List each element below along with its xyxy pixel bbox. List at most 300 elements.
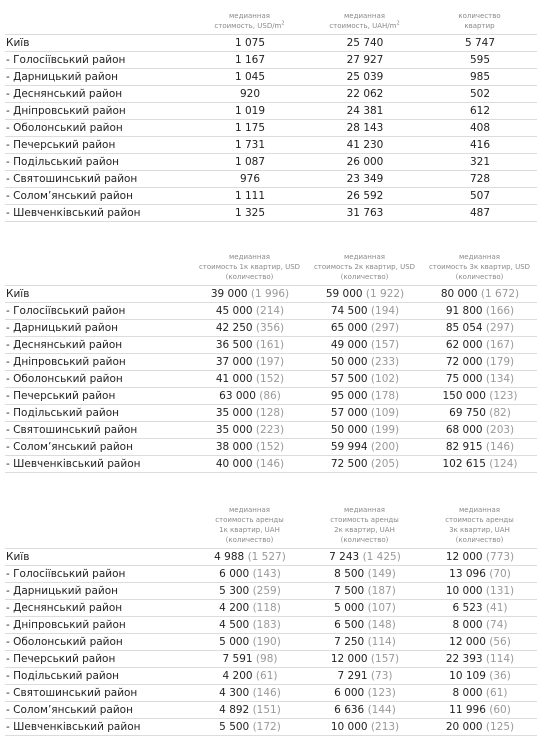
- table-row: [5, 421, 537, 438]
- value-cell: [307, 565, 422, 582]
- value: 39 000: [210, 287, 248, 300]
- value: 7 250: [334, 635, 365, 648]
- header-blank: [5, 244, 192, 285]
- value: 38 000: [215, 440, 253, 453]
- value-cell: [422, 319, 537, 336]
- count: (200): [370, 440, 400, 453]
- value-cell: [307, 85, 422, 102]
- value: 5 747: [464, 36, 496, 49]
- value-cell: [192, 370, 307, 387]
- value-cell: [307, 34, 422, 51]
- district-name: - Святошинський район: [5, 170, 192, 187]
- value: 75 000: [445, 372, 483, 385]
- value: 35 000: [215, 423, 253, 436]
- value: 42 250: [215, 321, 253, 334]
- value-cell: [192, 650, 307, 667]
- value: 10 109: [449, 669, 486, 682]
- value-cell: [422, 119, 537, 136]
- value-cell: [422, 599, 537, 616]
- value-cell: [192, 404, 307, 421]
- value-cell: [422, 85, 537, 102]
- value: 502: [469, 87, 491, 100]
- header-row: [5, 496, 537, 548]
- value: 612: [469, 104, 491, 117]
- count: (148): [367, 618, 396, 631]
- value-cell: [307, 421, 422, 438]
- value-cell: [422, 565, 537, 582]
- value-cell: [307, 633, 422, 650]
- value-cell: [422, 387, 537, 404]
- count: (178): [370, 389, 400, 402]
- value-cell: [192, 85, 307, 102]
- value: 487: [469, 206, 491, 219]
- count: (161): [255, 338, 285, 351]
- value-cell: [307, 136, 422, 153]
- value-cell: [422, 616, 537, 633]
- value-cell: [192, 455, 307, 472]
- table-row: [5, 170, 537, 187]
- value: 40 000: [215, 457, 253, 470]
- count: (143): [252, 567, 281, 580]
- district-name: - Печерський район: [5, 136, 192, 153]
- count: (213): [370, 720, 400, 733]
- table-row: [5, 187, 537, 204]
- value: 36 500: [215, 338, 253, 351]
- count: (74): [485, 618, 508, 631]
- value-cell: [307, 650, 422, 667]
- district-name: - Дарницький район: [5, 68, 192, 85]
- value-cell: [192, 285, 307, 302]
- count: (773): [485, 550, 515, 563]
- value: 1 731: [234, 138, 266, 151]
- count: (1 922): [365, 287, 405, 300]
- district-name: - Печерський район: [5, 650, 192, 667]
- header-row: [5, 244, 537, 285]
- count: (233): [370, 355, 400, 368]
- value-cell: [307, 667, 422, 684]
- value: 5 000: [219, 635, 250, 648]
- district-name: - Дніпровський район: [5, 353, 192, 370]
- count: (166): [485, 304, 515, 317]
- table-row: [5, 336, 537, 353]
- value: 976: [239, 172, 261, 185]
- value: 63 000: [219, 389, 256, 402]
- value-cell: [192, 204, 307, 221]
- count: (86): [259, 389, 281, 402]
- value-cell: [307, 599, 422, 616]
- value-cell: [192, 718, 307, 735]
- count: (146): [255, 457, 285, 470]
- column-header: медианная стоимость аренды 2к квартир, UAH (количество): [330, 505, 399, 544]
- count: (187): [367, 584, 396, 597]
- value: 13 096: [449, 567, 486, 580]
- district-name: - Оболонський район: [5, 119, 192, 136]
- table-row: [5, 455, 537, 472]
- count: (60): [489, 703, 511, 716]
- district-name: - Голосіївський район: [5, 51, 192, 68]
- value: 507: [469, 189, 491, 202]
- table-row: [5, 404, 537, 421]
- count: (109): [370, 406, 400, 419]
- table-row: [5, 718, 537, 735]
- value: 595: [469, 53, 491, 66]
- value-cell: [192, 582, 307, 599]
- value: 6 000: [334, 686, 365, 699]
- value: 4 300: [219, 686, 250, 699]
- count: (297): [370, 321, 400, 334]
- value-cell: [307, 102, 422, 119]
- value-cell: [422, 684, 537, 701]
- header-blank: [5, 0, 192, 34]
- count: (1 672): [480, 287, 520, 300]
- count: (183): [252, 618, 281, 631]
- value: 1 019: [234, 104, 266, 117]
- count: (36): [489, 669, 511, 682]
- value: 4 500: [219, 618, 250, 631]
- value: 5 000: [334, 601, 365, 614]
- header-row: [5, 0, 537, 34]
- value-cell: [422, 187, 537, 204]
- value: 12 000: [449, 635, 486, 648]
- value: 50 000: [330, 355, 368, 368]
- value-cell: [307, 204, 422, 221]
- value-cell: [307, 285, 422, 302]
- table-row: [5, 548, 537, 565]
- district-name: - Голосіївський район: [5, 565, 192, 582]
- value: 26 592: [346, 189, 384, 202]
- table-row: [5, 616, 537, 633]
- price-per-sqm-table: [5, 0, 537, 222]
- table-row: [5, 438, 537, 455]
- value-cell: [192, 102, 307, 119]
- value-cell: [422, 718, 537, 735]
- value-cell: [422, 421, 537, 438]
- value-cell: [192, 599, 307, 616]
- value-cell: [307, 119, 422, 136]
- value: 45 000: [215, 304, 253, 317]
- value-cell: [422, 548, 537, 565]
- district-name: - Дніпровський район: [5, 102, 192, 119]
- value: 72 500: [330, 457, 368, 470]
- count: (124): [489, 457, 518, 470]
- value-cell: [192, 387, 307, 404]
- table-row: [5, 701, 537, 718]
- table-row: [5, 85, 537, 102]
- value-cell: [192, 336, 307, 353]
- value: 27 927: [346, 53, 384, 66]
- value: 7 243: [329, 550, 360, 563]
- value-cell: [422, 650, 537, 667]
- district-name: - Подільський район: [5, 153, 192, 170]
- count: (70): [489, 567, 511, 580]
- column-header: медианная стоимость аренды 1к квартир, UAH (количество): [215, 505, 284, 544]
- value: 6 523: [452, 601, 483, 614]
- value: 57 000: [330, 406, 368, 419]
- district-name: - Святошинський район: [5, 421, 192, 438]
- district-name: - Подільський район: [5, 404, 192, 421]
- value: 8 000: [452, 618, 483, 631]
- count: (102): [370, 372, 400, 385]
- district-name: Київ: [5, 548, 192, 565]
- value: 11 996: [449, 703, 486, 716]
- table-row: [5, 582, 537, 599]
- value-cell: [192, 153, 307, 170]
- table-row: [5, 285, 537, 302]
- column-header: медианная стоимость 2к квартир, USD (количество): [313, 252, 416, 281]
- value-cell: [422, 701, 537, 718]
- district-name: - Деснянський район: [5, 85, 192, 102]
- table-row: [5, 51, 537, 68]
- count: (61): [485, 686, 508, 699]
- value-cell: [422, 285, 537, 302]
- value-cell: [422, 34, 537, 51]
- value-cell: [192, 633, 307, 650]
- value-cell: [422, 153, 537, 170]
- value-cell: [307, 718, 422, 735]
- value: 5 500: [219, 720, 250, 733]
- value-cell: [307, 404, 422, 421]
- count: (214): [255, 304, 285, 317]
- count: (197): [255, 355, 285, 368]
- count: (205): [370, 457, 400, 470]
- value: 95 000: [330, 389, 368, 402]
- value-cell: [307, 370, 422, 387]
- value: 102 615: [442, 457, 486, 470]
- district-name: - Шевченківський район: [5, 204, 192, 221]
- district-name: - Оболонський район: [5, 633, 192, 650]
- district-name: - Деснянський район: [5, 336, 192, 353]
- value: 1 175: [234, 121, 266, 134]
- value-cell: [307, 68, 422, 85]
- value-cell: [192, 34, 307, 51]
- value: 28 143: [346, 121, 384, 134]
- count: (179): [485, 355, 515, 368]
- value-cell: [307, 684, 422, 701]
- table-row: [5, 684, 537, 701]
- district-name: Київ: [5, 285, 192, 302]
- count: (123): [367, 686, 396, 699]
- value-cell: [422, 102, 537, 119]
- count: (356): [255, 321, 285, 334]
- value: 408: [469, 121, 491, 134]
- value: 5 300: [219, 584, 250, 597]
- district-name: - Дніпровський район: [5, 616, 192, 633]
- table-row: [5, 102, 537, 119]
- count: (203): [485, 423, 515, 436]
- district-name: - Шевченківський район: [5, 718, 192, 735]
- count: (107): [367, 601, 396, 614]
- count: (134): [485, 372, 515, 385]
- value: 7 500: [334, 584, 365, 597]
- value-cell: [422, 336, 537, 353]
- table-row: [5, 387, 537, 404]
- value-cell: [192, 616, 307, 633]
- count: (149): [367, 567, 396, 580]
- value-cell: [307, 616, 422, 633]
- table-row: [5, 667, 537, 684]
- value-cell: [192, 136, 307, 153]
- count: (131): [485, 584, 515, 597]
- value-cell: [422, 667, 537, 684]
- value: 150 000: [442, 389, 486, 402]
- table-row: [5, 34, 537, 51]
- value-cell: [192, 119, 307, 136]
- value-cell: [422, 204, 537, 221]
- count: (114): [485, 652, 515, 665]
- value-cell: [192, 667, 307, 684]
- value: 985: [469, 70, 491, 83]
- value: 49 000: [330, 338, 368, 351]
- value: 4 200: [219, 601, 250, 614]
- value: 8 500: [334, 567, 365, 580]
- value-cell: [422, 438, 537, 455]
- value: 321: [469, 155, 491, 168]
- value-cell: [422, 68, 537, 85]
- value-cell: [307, 353, 422, 370]
- value: 1 167: [234, 53, 266, 66]
- district-name: - Оболонський район: [5, 370, 192, 387]
- value: 1 045: [234, 70, 266, 83]
- value: 7 291: [337, 669, 368, 682]
- value-cell: [422, 170, 537, 187]
- table-row: [5, 119, 537, 136]
- count: (194): [370, 304, 400, 317]
- table-row: [5, 353, 537, 370]
- value: 59 994: [330, 440, 368, 453]
- value: 25 039: [346, 70, 384, 83]
- count: (297): [485, 321, 515, 334]
- count: (157): [370, 652, 400, 665]
- value: 7 591: [222, 652, 253, 665]
- value-cell: [422, 353, 537, 370]
- value: 728: [469, 172, 491, 185]
- count: (61): [255, 669, 278, 682]
- value-cell: [307, 187, 422, 204]
- count: (146): [485, 440, 515, 453]
- district-name: - Солом’янський район: [5, 438, 192, 455]
- district-name: - Солом’янський район: [5, 187, 192, 204]
- column-header: медианная стоимость, UAH/$m^2$: [329, 11, 400, 30]
- value-cell: [422, 633, 537, 650]
- count: (223): [255, 423, 285, 436]
- count: (1 425): [362, 550, 401, 563]
- count: (73): [370, 669, 393, 682]
- value: 10 000: [330, 720, 368, 733]
- value: 69 750: [449, 406, 486, 419]
- count: (1 527): [247, 550, 286, 563]
- value-cell: [192, 68, 307, 85]
- count: (152): [255, 372, 285, 385]
- value: 50 000: [330, 423, 368, 436]
- count: (41): [485, 601, 508, 614]
- value: 82 915: [445, 440, 483, 453]
- count: (146): [252, 686, 281, 699]
- value: 20 000: [445, 720, 483, 733]
- value: 25 740: [346, 36, 384, 49]
- table-row: [5, 302, 537, 319]
- district-name: - Святошинський район: [5, 684, 192, 701]
- value-cell: [192, 684, 307, 701]
- count: (157): [370, 338, 400, 351]
- count: (98): [255, 652, 278, 665]
- header-blank: [5, 496, 192, 548]
- value-cell: [307, 701, 422, 718]
- value: 26 000: [346, 155, 384, 168]
- count: (259): [252, 584, 281, 597]
- count: (152): [255, 440, 285, 453]
- value-cell: [307, 438, 422, 455]
- value-cell: [192, 421, 307, 438]
- table-row: [5, 204, 537, 221]
- value: 35 000: [215, 406, 253, 419]
- value: 85 054: [445, 321, 483, 334]
- value: 68 000: [445, 423, 483, 436]
- value-cell: [422, 51, 537, 68]
- value: 416: [469, 138, 491, 151]
- count: (82): [489, 406, 511, 419]
- count: (1 996): [250, 287, 290, 300]
- count: (167): [485, 338, 515, 351]
- table-row: [5, 319, 537, 336]
- value-cell: [422, 370, 537, 387]
- value: 4 988: [214, 550, 245, 563]
- value-cell: [192, 187, 307, 204]
- count: (172): [252, 720, 281, 733]
- value-cell: [192, 438, 307, 455]
- value: 1 111: [234, 189, 266, 202]
- value-cell: [192, 170, 307, 187]
- column-header: медианная стоимость 1к квартир, USD (количество): [198, 252, 301, 281]
- table-row: [5, 68, 537, 85]
- value-cell: [307, 455, 422, 472]
- value-cell: [192, 701, 307, 718]
- value-cell: [192, 548, 307, 565]
- value: 1 325: [234, 206, 266, 219]
- value: 80 000: [440, 287, 478, 300]
- district-name: - Шевченківський район: [5, 455, 192, 472]
- value: 1 075: [234, 36, 266, 49]
- value: 6 636: [334, 703, 365, 716]
- count: (56): [489, 635, 511, 648]
- value: 37 000: [215, 355, 253, 368]
- value: 8 000: [452, 686, 483, 699]
- district-name: - Дарницький район: [5, 319, 192, 336]
- value-cell: [422, 302, 537, 319]
- value-cell: [422, 455, 537, 472]
- value-cell: [192, 353, 307, 370]
- value-cell: [192, 51, 307, 68]
- rent-price-by-rooms-table: [5, 496, 537, 736]
- column-header: медианная стоимость, USD/$m^2$: [214, 11, 285, 30]
- count: (118): [252, 601, 281, 614]
- value: 74 500: [330, 304, 368, 317]
- value-cell: [307, 387, 422, 404]
- table-row: [5, 370, 537, 387]
- district-name: - Подільський район: [5, 667, 192, 684]
- value-cell: [422, 136, 537, 153]
- value-cell: [307, 51, 422, 68]
- value-cell: [192, 565, 307, 582]
- count: (151): [252, 703, 281, 716]
- value: 4 200: [222, 669, 253, 682]
- value: 12 000: [330, 652, 368, 665]
- value: 920: [239, 87, 261, 100]
- value-cell: [422, 582, 537, 599]
- value: 65 000: [330, 321, 368, 334]
- value: 91 800: [445, 304, 483, 317]
- value: 57 500: [330, 372, 368, 385]
- count: (144): [367, 703, 396, 716]
